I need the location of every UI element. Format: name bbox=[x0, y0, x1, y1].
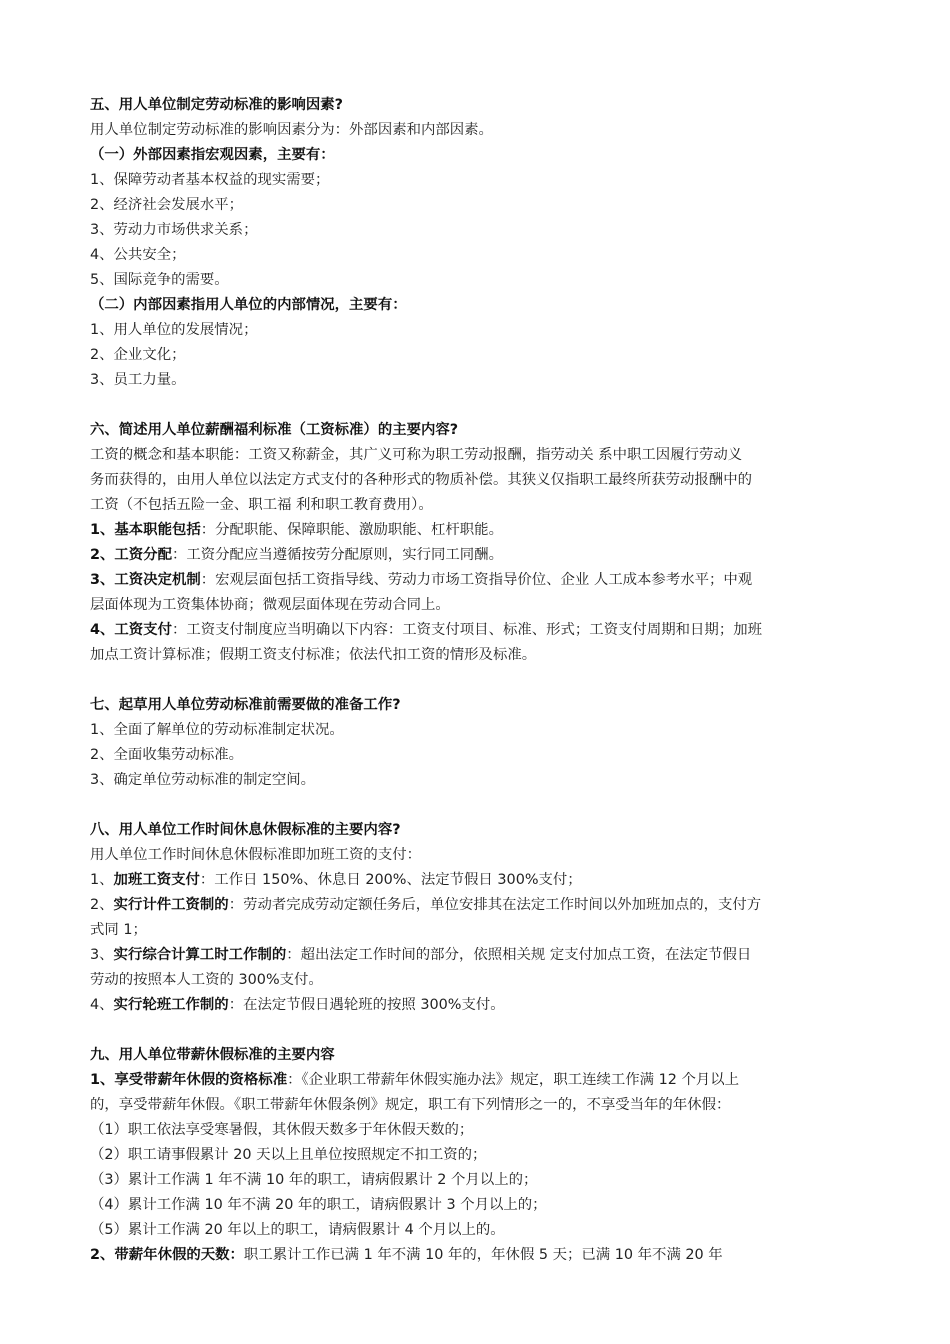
item-text: ：工资支付制度应当明确以下内容：工资支付项目、标准、形式；工资支付周期和日期；加班 bbox=[171, 622, 762, 638]
item-text: ：分配职能、保障职能、激励职能、杠杆职能。 bbox=[200, 522, 503, 538]
item-label: 2、带薪年休假的天数： bbox=[90, 1247, 244, 1263]
paragraph-line: 务而获得的，由用人单位以法定方式支付的各种形式的物质补偿。其狭义仅指职工最终所获劳动报酬中的 bbox=[90, 472, 752, 488]
item-text: ：劳动者完成劳动定额任务后，单位安排其在法定工作时间以外加班加点的，支付方 bbox=[228, 897, 762, 913]
list-item: （2）职工请事假累计 20 天以上且单位按照规定不扣工资的； bbox=[90, 1147, 487, 1163]
list-item: 2、全面收集劳动标准。 bbox=[90, 747, 244, 763]
item-label: 实行综合计算工时工作制的 bbox=[113, 947, 287, 963]
section-5-intro: 用人单位制定劳动标准的影响因素分为：外部因素和内部因素。 bbox=[90, 122, 493, 138]
list-item bbox=[90, 568, 870, 593]
item-number: 3、 bbox=[90, 947, 114, 963]
paragraph-line: 劳动的按照本人工资的 300%支付。 bbox=[90, 972, 323, 988]
list-item bbox=[90, 1243, 870, 1268]
list-item: 4、公共安全； bbox=[90, 247, 186, 263]
list-item: 5、国际竞争的需要。 bbox=[90, 272, 229, 288]
item-text: ：宏观层面包括工资指导线、劳动力市场工资指导价位、企业 人工成本参考水平；中观 bbox=[200, 572, 753, 588]
item-text: ：超出法定工作时间的部分，依照相关规 定支付加点工资，在法定节假日 bbox=[286, 947, 752, 963]
list-item bbox=[90, 618, 870, 643]
list-item: 1、用人单位的发展情况； bbox=[90, 322, 258, 338]
item-text: ：《企业职工带薪年休假实施办法》规定，职工连续工作满 12 个月以上 bbox=[287, 1072, 740, 1088]
item-label: 4、工资支付 bbox=[90, 622, 172, 638]
section-5-external-heading: （一）外部因素指宏观因素，主要有： bbox=[90, 147, 335, 163]
list-item bbox=[90, 518, 870, 543]
section-8-intro: 用人单位工作时间休息休假标准即加班工资的支付： bbox=[90, 847, 421, 863]
paragraph-line: 式同 1； bbox=[90, 922, 147, 938]
list-item bbox=[90, 893, 870, 918]
paragraph-line: 工资（不包括五险一金、职工福 利和职工教育费用）。 bbox=[90, 497, 433, 513]
list-item: 3、确定单位劳动标准的制定空间。 bbox=[90, 772, 316, 788]
list-item bbox=[90, 868, 870, 893]
section-8-title: 八、用人单位工作时间休息休假标准的主要内容? bbox=[90, 822, 401, 838]
section-7-title: 七、起草用人单位劳动标准前需要做的准备工作? bbox=[90, 697, 401, 713]
paragraph-line: 层面体现为工资集体协商；微观层面体现在劳动合同上。 bbox=[90, 597, 450, 613]
list-item bbox=[90, 1068, 870, 1093]
list-item: （1）职工依法享受寒暑假，其休假天数多于年休假天数的； bbox=[90, 1122, 474, 1138]
list-item bbox=[90, 543, 870, 568]
spacer bbox=[90, 793, 870, 818]
list-item bbox=[90, 993, 870, 1018]
item-label: 加班工资支付 bbox=[113, 872, 200, 888]
item-label: 实行计件工资制的 bbox=[113, 897, 229, 913]
item-text: ：工作日 150%、休息日 200%、法定节假日 300%支付； bbox=[199, 872, 582, 888]
item-label: 1、享受带薪年休假的资格标准 bbox=[90, 1072, 288, 1088]
list-item: （3）累计工作满 1 年不满 10 年的职工，请病假累计 2 个月以上的； bbox=[90, 1172, 538, 1188]
paragraph-line: 加点工资计算标准；假期工资支付标准；依法代扣工资的情形及标准。 bbox=[90, 647, 537, 663]
item-label: 1、基本职能包括 bbox=[90, 522, 201, 538]
item-label: 3、工资决定机制 bbox=[90, 572, 201, 588]
item-text: ：工资分配应当遵循按劳分配原则，实行同工同酬。 bbox=[171, 547, 503, 563]
list-item: 1、全面了解单位的劳动标准制定状况。 bbox=[90, 722, 344, 738]
item-text: ：在法定节假日遇轮班的按照 300%支付。 bbox=[228, 997, 505, 1013]
spacer bbox=[90, 1018, 870, 1043]
spacer bbox=[90, 393, 870, 418]
item-text: 职工累计工作已满 1 年不满 10 年的，年休假 5 天；已满 10 年不满 20 年 bbox=[243, 1247, 723, 1263]
list-item: 3、员工力量。 bbox=[90, 372, 186, 388]
list-item: 1、保障劳动者基本权益的现实需要； bbox=[90, 172, 330, 188]
section-9-title: 九、用人单位带薪休假标准的主要内容 bbox=[90, 1047, 335, 1063]
paragraph-line: 工资的概念和基本职能：工资又称薪金，其广义可称为职工劳动报酬，指劳动关 系中职工因履行劳动义 bbox=[90, 447, 743, 463]
section-6-title: 六、简述用人单位薪酬福利标准（工资标准）的主要内容? bbox=[90, 422, 459, 438]
section-5-internal-heading: （二）内部因素指用人单位的内部情况，主要有： bbox=[90, 297, 407, 313]
list-item: （5）累计工作满 20 年以上的职工，请病假累计 4 个月以上的。 bbox=[90, 1222, 505, 1238]
list-item: （4）累计工作满 10 年不满 20 年的职工，请病假累计 3 个月以上的； bbox=[90, 1197, 547, 1213]
item-label: 2、工资分配 bbox=[90, 547, 172, 563]
list-item: 2、企业文化； bbox=[90, 347, 186, 363]
item-number: 4、 bbox=[90, 997, 114, 1013]
paragraph-line: 的，享受带薪年休假。《职工带薪年休假条例》规定，职工有下列情形之一的，不享受当年的年休假： bbox=[90, 1097, 731, 1113]
list-item: 2、经济社会发展水平； bbox=[90, 197, 244, 213]
item-number: 1、 bbox=[90, 872, 114, 888]
spacer bbox=[90, 668, 870, 693]
section-5-title: 五、用人单位制定劳动标准的影响因素? bbox=[90, 97, 343, 113]
list-item: 3、劳动力市场供求关系； bbox=[90, 222, 258, 238]
item-number: 2、 bbox=[90, 897, 114, 913]
list-item bbox=[90, 943, 870, 968]
item-label: 实行轮班工作制的 bbox=[113, 997, 229, 1013]
